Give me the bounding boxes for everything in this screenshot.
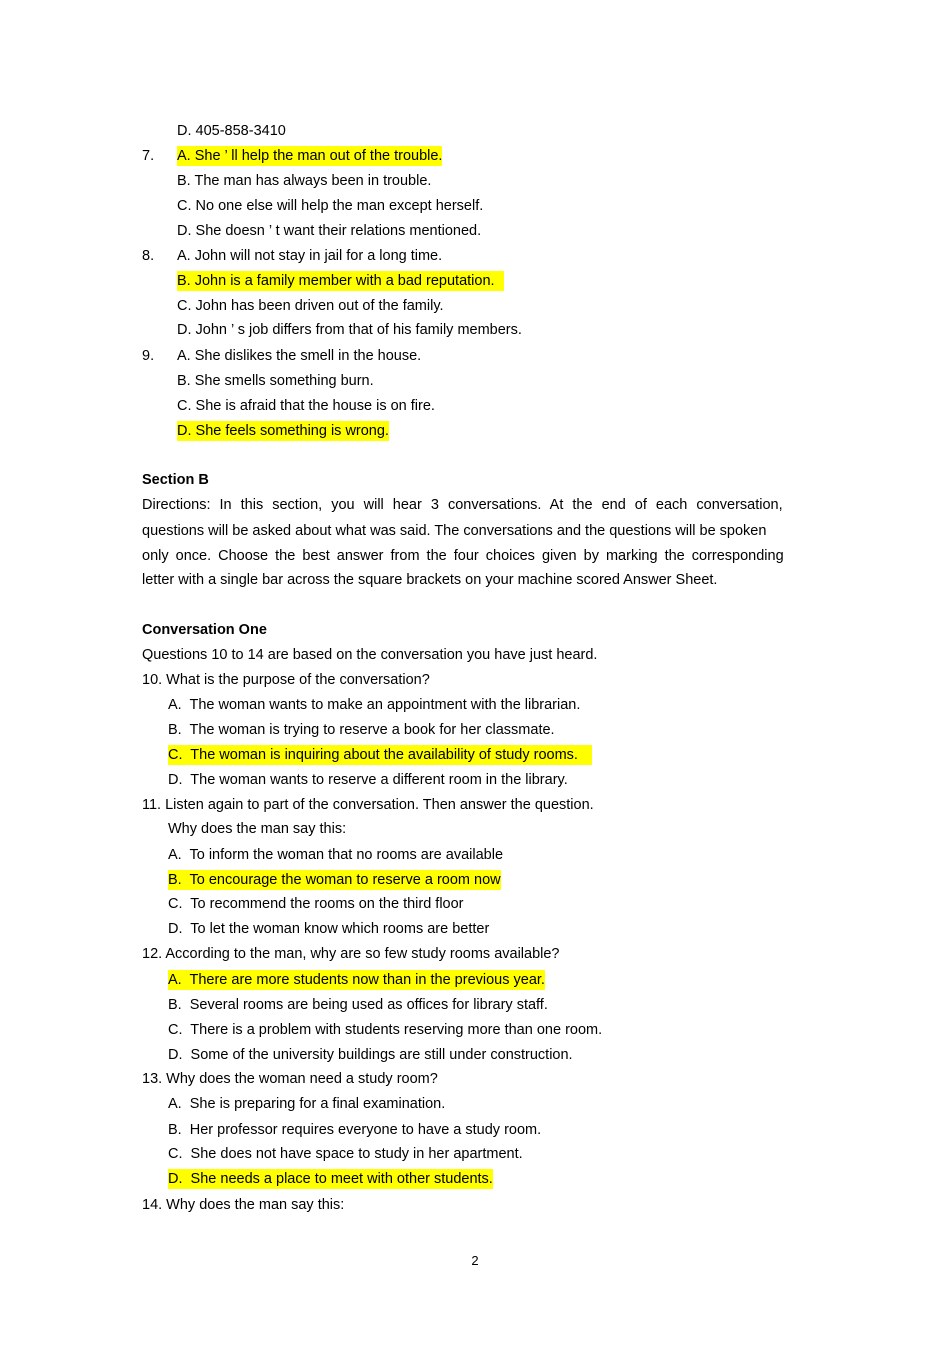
option-text: D. Some of the university buildings are still under construction.	[168, 1047, 573, 1063]
page-number: 2	[471, 1253, 479, 1268]
option-text: D. John ’ s job differs from that of his family members.	[177, 322, 522, 338]
option-text: A. She is preparing for a final examination.	[168, 1096, 446, 1112]
option-text: C. No one else will help the man except herself.	[177, 198, 484, 214]
highlighted-answer: C. The woman is inquiring about the availability of study rooms.	[168, 745, 592, 765]
highlighted-answer: A. There are more students now than in the previous year.	[168, 972, 545, 988]
directions-line: letter with a single bar across the square brackets on your machine scored Answer Sheet.	[142, 572, 718, 588]
option-text: C. She does not have space to study in her apartment.	[168, 1146, 523, 1162]
highlighted-answer: D. She needs a place to meet with other students.	[168, 1171, 493, 1187]
option-text: B. The man has always been in trouble.	[177, 173, 432, 189]
highlighted-answer: D. She feels something is wrong.	[177, 423, 389, 439]
option-text: C. John has been driven out of the family.	[177, 298, 444, 314]
conversation-title: Conversation One	[142, 622, 267, 638]
question-stem: 14. Why does the man say this:	[142, 1197, 345, 1213]
question-number: 9.	[142, 348, 155, 364]
option-text: D. To let the woman know which rooms are better	[168, 921, 490, 937]
option-text: A. She dislikes the smell in the house.	[177, 348, 422, 364]
question-stem: 12. According to the man, why are so few study rooms available?	[142, 946, 560, 962]
option-text: D. She doesn ’ t want their relations mentioned.	[177, 223, 482, 239]
directions-line: questions will be asked about what was said. The conversations and the questions will be spoken	[142, 523, 767, 539]
highlighted-answer: B. John is a family member with a bad reputation.	[177, 271, 504, 291]
highlighted-answer: A. She ’ ll help the man out of the trouble.	[177, 148, 443, 164]
highlighted-answer: B. To encourage the woman to reserve a room now	[168, 872, 501, 888]
option-text: D. 405-858-3410	[177, 123, 286, 139]
option-text: D. The woman wants to reserve a different room in the library.	[168, 772, 568, 788]
question-number: 8.	[142, 248, 155, 264]
option-text: C. She is afraid that the house is on fire.	[177, 398, 435, 414]
question-number: 7.	[142, 148, 155, 164]
conversation-intro: Questions 10 to 14 are based on the conversation you have just heard.	[142, 647, 598, 663]
option-text: C. There is a problem with students reserving more than one room.	[168, 1022, 603, 1038]
option-text: A. John will not stay in jail for a long time.	[177, 248, 443, 264]
option-text: B. She smells something burn.	[177, 373, 374, 389]
directions-line: only once. Choose the best answer from the four choices given by marking the corresponding	[142, 548, 784, 564]
option-text: B. Her professor requires everyone to have a study room.	[168, 1122, 542, 1138]
question-stem: 11. Listen again to part of the conversation. Then answer the question.	[142, 797, 594, 813]
option-text: A. The woman wants to make an appointment with the librarian.	[168, 697, 581, 713]
question-stem: 13. Why does the woman need a study room?	[142, 1071, 438, 1087]
question-substem: Why does the man say this:	[168, 821, 347, 837]
option-text: B. The woman is trying to reserve a book for her classmate.	[168, 722, 555, 738]
option-text: A. To inform the woman that no rooms are available	[168, 847, 504, 863]
question-stem: 10. What is the purpose of the conversation?	[142, 672, 430, 688]
directions-line: Directions: In this section, you will hear 3 conversations. At the end of each conversation,	[142, 497, 783, 513]
section-title: Section B	[142, 472, 209, 488]
option-text: C. To recommend the rooms on the third floor	[168, 896, 464, 912]
option-text: B. Several rooms are being used as offices for library staff.	[168, 997, 548, 1013]
